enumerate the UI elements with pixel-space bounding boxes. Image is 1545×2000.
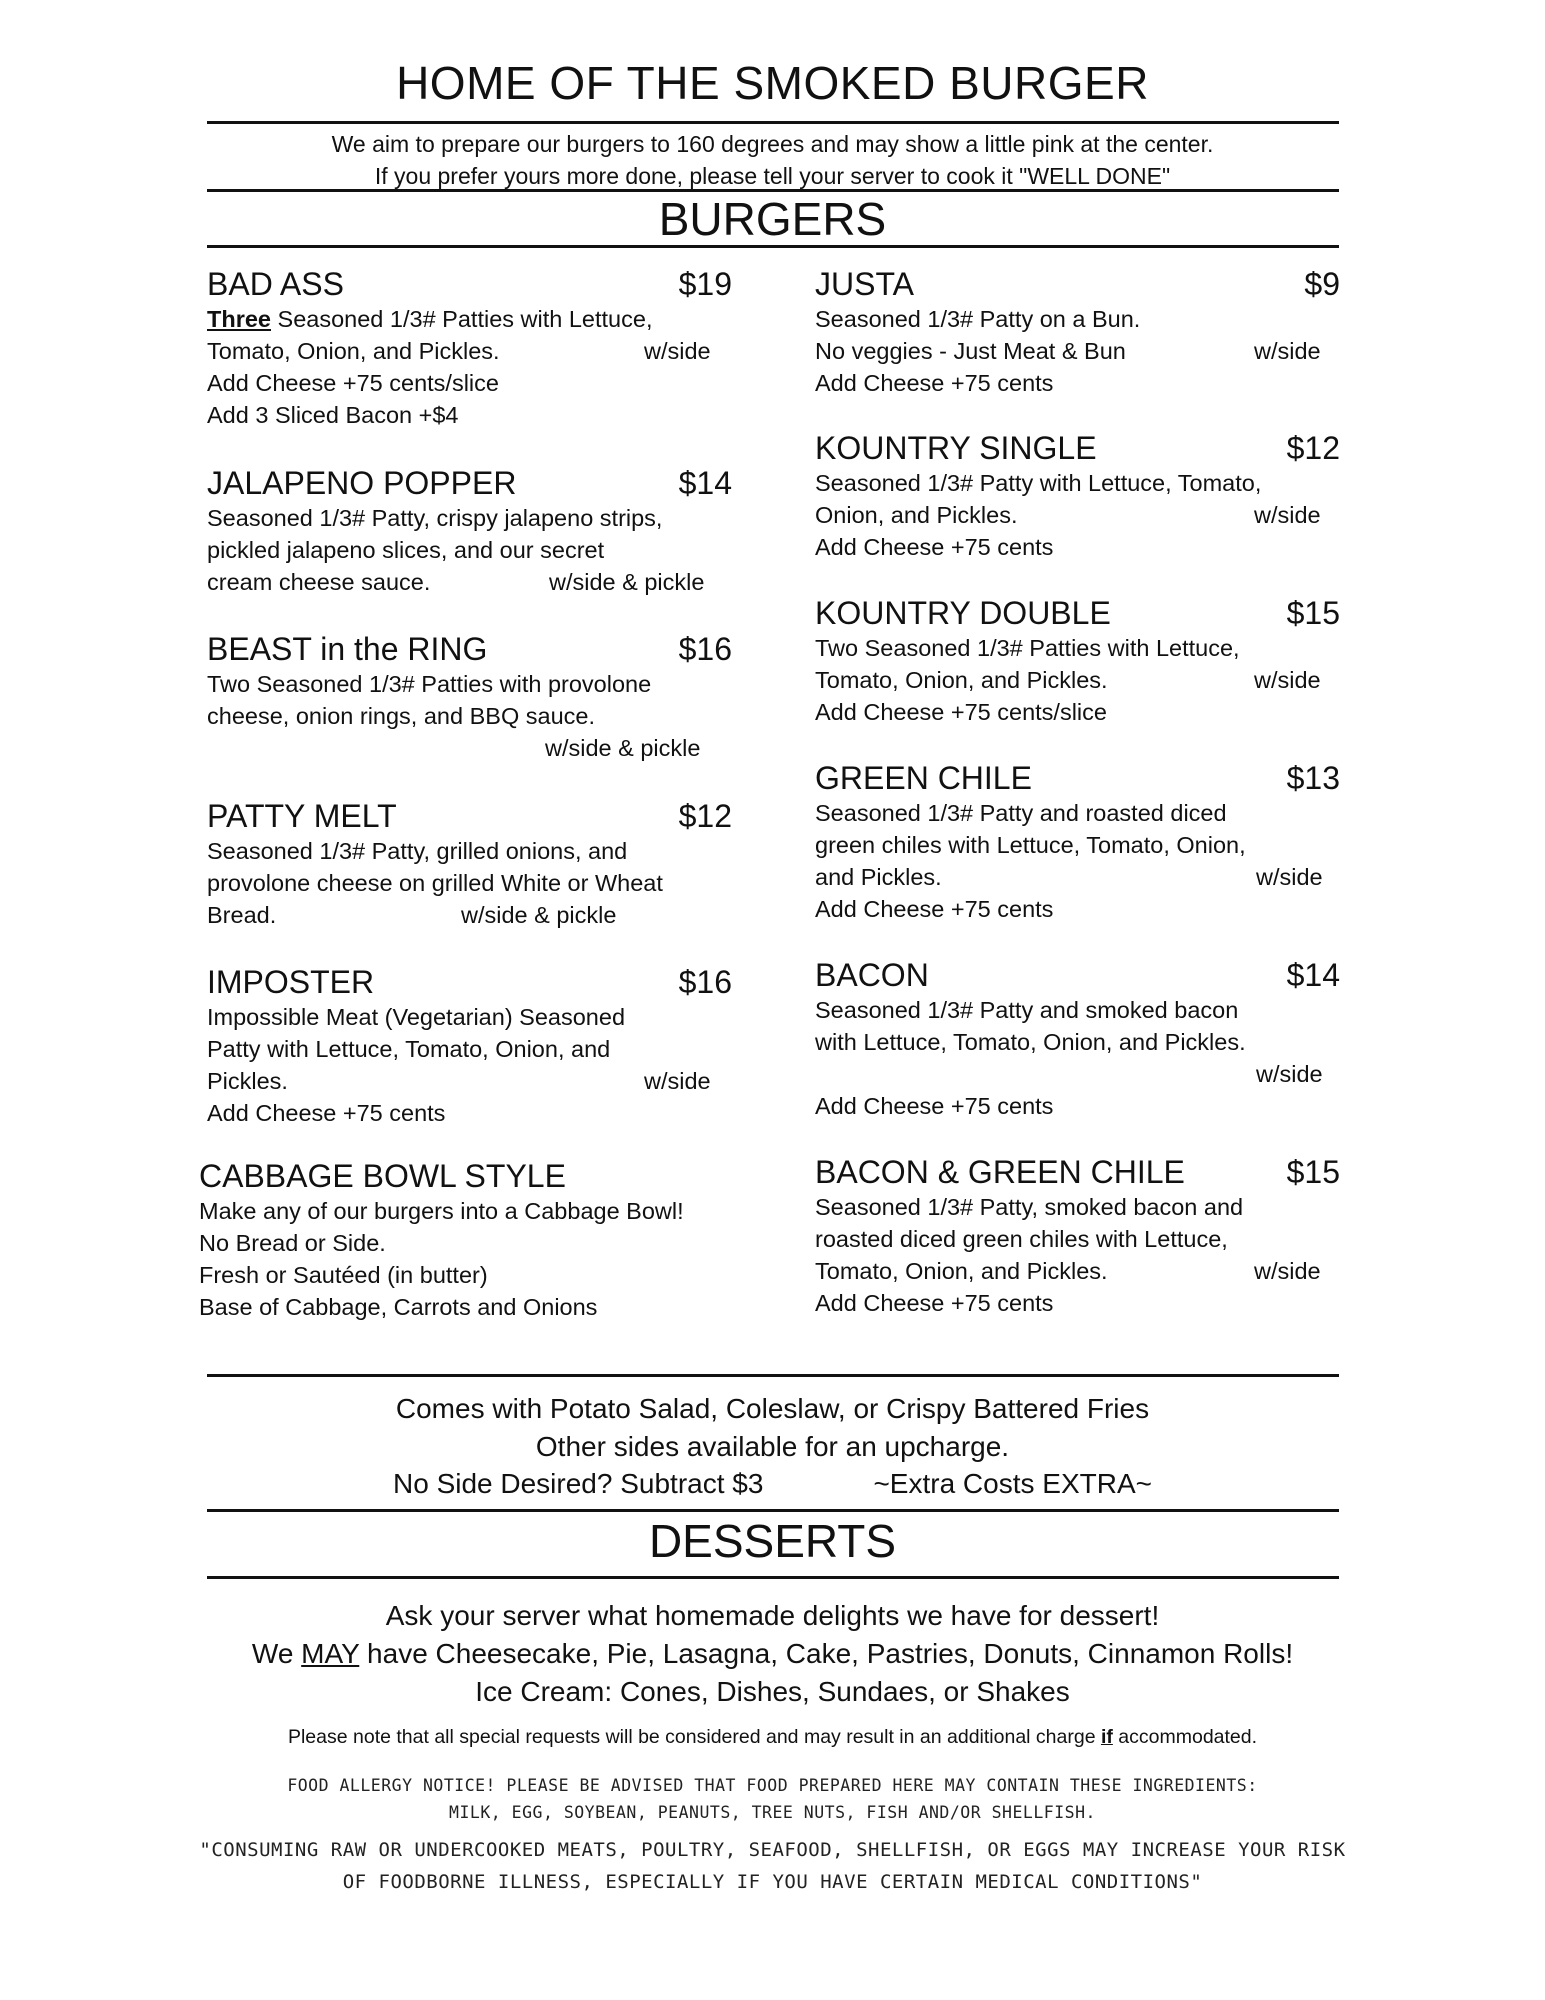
item-name: JUSTA — [815, 266, 914, 302]
item-addon: Add Cheese +75 cents — [815, 534, 1054, 560]
page-title: HOME OF THE SMOKED BURGER — [396, 57, 1149, 109]
item-description: Tomato, Onion, and Pickles. — [815, 1258, 1108, 1284]
menu-item-justa — [815, 265, 1340, 399]
item-description: Seasoned 1/3# Patty and smoked bacon — [815, 997, 1239, 1023]
menu-item-imposter — [207, 963, 732, 1129]
item-description: Patty with Lettuce, Tomato, Onion, and — [207, 1036, 611, 1062]
item-description: Tomato, Onion, and Pickles. — [207, 338, 500, 364]
desserts-line — [0, 1635, 1545, 1673]
divider — [207, 1374, 1339, 1377]
special-requests-note — [0, 1726, 1545, 1749]
item-name: CABBAGE BOWL STYLE — [199, 1158, 566, 1194]
item-name: BACON — [815, 957, 929, 993]
cooking-notice-line: We aim to prepare our burgers to 160 degrees and may show a little pink at the center. — [331, 131, 1214, 157]
item-side-note: w/side — [644, 338, 711, 364]
warning-line: "CONSUMING RAW OR UNDERCOOKED MEATS, POULTRY, SEAFOOD, SHELLFISH, OR EGGS MAY INCREASE YOUR RISK — [199, 1839, 1346, 1861]
sides-line: Comes with Potato Salad, Coleslaw, or Crispy Battered Fries — [395, 1393, 1150, 1424]
menu-item-green-chile — [815, 759, 1340, 925]
sides-line — [0, 1465, 1545, 1503]
divider — [207, 1576, 1339, 1579]
item-price: $19 — [678, 266, 732, 302]
menu-item-bacon-green-chile — [815, 1153, 1340, 1319]
desserts-text: We — [251, 1638, 302, 1669]
item-addon: Add Cheese +75 cents/slice — [207, 370, 499, 396]
note-emphasis: if — [1100, 1726, 1113, 1748]
extra-costs-note: ~Extra Costs EXTRA~ — [873, 1468, 1152, 1499]
item-description: cream cheese sauce. — [207, 569, 431, 595]
consumption-warning — [0, 1834, 1545, 1898]
item-name: GREEN CHILE — [815, 760, 1032, 796]
item-description: provolone cheese on grilled White or Wheat — [207, 870, 663, 896]
allergy-line: MILK, EGG, SOYBEAN, PEANUTS, TREE NUTS, FISH AND/OR SHELLFISH. — [449, 1803, 1096, 1822]
item-description: Make any of our burgers into a Cabbage Bowl! — [199, 1198, 684, 1224]
burgers-heading: BURGERS — [658, 193, 887, 245]
item-description: Base of Cabbage, Carrots and Onions — [199, 1294, 598, 1320]
cooking-notice — [0, 128, 1545, 192]
menu-item-kountry-single — [815, 429, 1340, 563]
item-name: JALAPENO POPPER — [207, 465, 517, 501]
item-price: $16 — [678, 631, 732, 667]
item-price: $16 — [678, 964, 732, 1000]
item-description: Two Seasoned 1/3# Patties with Lettuce, — [815, 635, 1240, 661]
item-description: Pickles. — [207, 1068, 288, 1094]
item-side-note: w/side — [1256, 864, 1323, 890]
cooking-notice-line: If you prefer yours more done, please tell your server to cook it "WELL DONE" — [374, 163, 1171, 189]
item-name: PATTY MELT — [207, 798, 397, 834]
item-addon: Add Cheese +75 cents — [815, 370, 1054, 396]
desserts-info — [0, 1597, 1545, 1711]
item-name: BACON & GREEN CHILE — [815, 1154, 1185, 1190]
no-side-note: No Side Desired? Subtract $3 — [393, 1468, 764, 1499]
item-side-note: w/side — [1254, 1258, 1321, 1284]
sides-info — [0, 1390, 1545, 1503]
menu-item-bacon — [815, 956, 1340, 1122]
desserts-line: Ask your server what homemade delights we have for dessert! — [385, 1600, 1160, 1631]
item-side-note: w/side — [1256, 1061, 1323, 1087]
divider — [207, 121, 1339, 124]
menu-item-cabbage-bowl-style — [199, 1157, 759, 1323]
item-description: Seasoned 1/3# Patty, smoked bacon and — [815, 1194, 1244, 1220]
item-description: green chiles with Lettuce, Tomato, Onion, — [815, 832, 1246, 858]
desserts-line: Ice Cream: Cones, Dishes, Sundaes, or Shakes — [475, 1676, 1070, 1707]
item-description: cheese, onion rings, and BBQ sauce. — [207, 703, 595, 729]
item-description: Seasoned 1/3# Patty, grilled onions, and — [207, 838, 628, 864]
item-description: and Pickles. — [815, 864, 942, 890]
item-description: Fresh or Sautéed (in butter) — [199, 1262, 488, 1288]
item-price: $14 — [678, 465, 732, 501]
menu-item-beast-in-the-ring — [207, 630, 732, 764]
item-price: $12 — [1286, 430, 1340, 466]
item-price: $9 — [1304, 266, 1340, 302]
item-description: Onion, and Pickles. — [815, 502, 1018, 528]
item-description: pickled jalapeno slices, and our secret — [207, 537, 605, 563]
item-description: No Bread or Side. — [199, 1230, 386, 1256]
item-side-note: w/side — [1254, 338, 1321, 364]
item-addon: Add Cheese +75 cents — [815, 896, 1054, 922]
item-addon: Add Cheese +75 cents — [207, 1100, 446, 1126]
item-description: Seasoned 1/3# Patty with Lettuce, Tomato, — [815, 470, 1262, 496]
item-addon: Add Cheese +75 cents — [815, 1290, 1054, 1316]
item-name: KOUNTRY SINGLE — [815, 430, 1097, 466]
item-name: KOUNTRY DOUBLE — [815, 595, 1111, 631]
item-price: $13 — [1286, 760, 1340, 796]
item-addon: Add 3 Sliced Bacon +$4 — [207, 402, 459, 428]
item-description: Bread. — [207, 902, 277, 928]
desserts-text: have Cheesecake, Pie, Lasagna, Cake, Pastries, Donuts, Cinnamon Rolls! — [359, 1638, 1294, 1669]
item-description: No veggies - Just Meat & Bun — [815, 338, 1126, 364]
menu-item-patty-melt — [207, 797, 732, 931]
sides-line: Other sides available for an upcharge. — [535, 1430, 1010, 1462]
item-addon: Add Cheese +75 cents/slice — [815, 699, 1107, 725]
item-price: $14 — [1286, 957, 1340, 993]
item-description: Seasoned 1/3# Patty, crispy jalapeno strips, — [207, 505, 663, 531]
item-description: with Lettuce, Tomato, Onion, and Pickles. — [815, 1029, 1246, 1055]
item-side-note: w/side — [644, 1068, 711, 1094]
item-description: Tomato, Onion, and Pickles. — [815, 667, 1108, 693]
item-name: IMPOSTER — [207, 964, 375, 1000]
menu-item-bad-ass — [207, 265, 732, 431]
item-price: $12 — [678, 798, 732, 834]
item-side-note: w/side & pickle — [545, 735, 701, 761]
item-description: Seasoned 1/3# Patty on a Bun. — [815, 306, 1141, 332]
item-side-note: w/side — [1254, 502, 1321, 528]
item-addon: Add Cheese +75 cents — [815, 1093, 1054, 1119]
item-side-note: w/side & pickle — [549, 569, 705, 595]
allergy-line: FOOD ALLERGY NOTICE! PLEASE BE ADVISED THAT FOOD PREPARED HERE MAY CONTAIN THESE INGREDIENTS: — [287, 1776, 1258, 1795]
item-name: BEAST in the RING — [207, 631, 488, 667]
item-description: Two Seasoned 1/3# Patties with provolone — [207, 671, 652, 697]
note-text: Please note that all special requests will be considered and may result in an additional charge — [287, 1726, 1101, 1748]
note-text: accommodated. — [1112, 1726, 1258, 1748]
item-emphasis: Three — [207, 306, 271, 332]
menu-item-jalapeno-popper — [207, 464, 732, 598]
item-side-note: w/side — [1254, 667, 1321, 693]
item-description: Seasoned 1/3# Patties with Lettuce, — [271, 306, 653, 332]
item-description: Seasoned 1/3# Patty and roasted diced — [815, 800, 1227, 826]
divider — [207, 1509, 1339, 1512]
desserts-heading: DESSERTS — [648, 1515, 897, 1567]
item-description: Impossible Meat (Vegetarian) Seasoned — [207, 1004, 626, 1030]
item-price: $15 — [1286, 595, 1340, 631]
item-side-note: w/side & pickle — [461, 902, 617, 928]
item-price: $15 — [1286, 1154, 1340, 1190]
food-allergy-notice — [0, 1772, 1545, 1826]
item-description: roasted diced green chiles with Lettuce, — [815, 1226, 1228, 1252]
divider — [207, 245, 1339, 248]
menu-item-kountry-double — [815, 594, 1340, 728]
desserts-emphasis: MAY — [301, 1638, 360, 1669]
item-name: BAD ASS — [207, 266, 344, 302]
warning-line: OF FOODBORNE ILLNESS, ESPECIALLY IF YOU HAVE CERTAIN MEDICAL CONDITIONS" — [342, 1871, 1203, 1893]
